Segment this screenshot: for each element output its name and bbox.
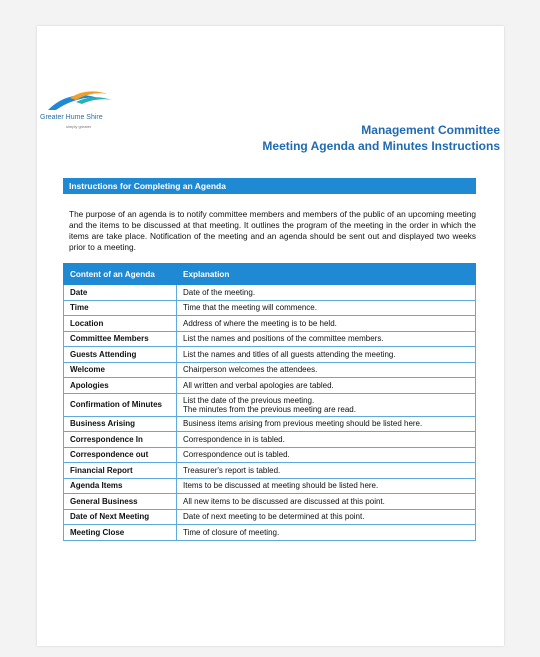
explanation-cell	[177, 393, 476, 416]
agenda-item-cell: Time	[64, 300, 177, 316]
agenda-item-cell: Business Arising	[64, 416, 177, 432]
explanation-line: List the names and titles of all guests attending the meeting.	[183, 349, 396, 359]
table-row	[64, 300, 476, 316]
logo-name: Greater Hume Shire	[40, 114, 103, 121]
column-header-explanation: Explanation	[177, 264, 476, 285]
explanation-line: List the names and positions of the committee members.	[183, 334, 384, 344]
explanation-line: Time of closure of meeting.	[183, 527, 280, 537]
shire-logo	[40, 88, 150, 158]
agenda-item-cell: Agenda Items	[64, 478, 177, 494]
table-row	[64, 362, 476, 378]
table-row	[64, 331, 476, 347]
table-row	[64, 494, 476, 510]
table-row	[64, 509, 476, 525]
section-heading: Instructions for Completing an Agenda	[63, 178, 476, 194]
explanation-cell	[177, 509, 476, 525]
page-title-line2: Meeting Agenda and Minutes Instructions	[262, 139, 500, 153]
page-title-line1: Management Committee	[361, 123, 500, 137]
explanation-line: Address of where the meeting is to be held.	[183, 318, 337, 328]
agenda-item-cell: Meeting Close	[64, 525, 177, 541]
table-row	[64, 285, 476, 301]
explanation-line: Correspondence out is tabled.	[183, 450, 290, 460]
agenda-item-cell: Financial Report	[64, 463, 177, 479]
agenda-item-cell: Date of Next Meeting	[64, 509, 177, 525]
agenda-item-cell: Guests Attending	[64, 347, 177, 363]
explanation-cell	[177, 362, 476, 378]
explanation-line: Chairperson welcomes the attendees.	[183, 365, 318, 375]
agenda-item-cell: Correspondence out	[64, 447, 177, 463]
table-row	[64, 416, 476, 432]
table-row	[64, 463, 476, 479]
explanation-cell	[177, 478, 476, 494]
table-row	[64, 525, 476, 541]
agenda-table	[63, 263, 476, 541]
table-row	[64, 478, 476, 494]
logo-tagline: simply greater	[66, 124, 92, 129]
agenda-item-cell: Apologies	[64, 378, 177, 394]
intro-paragraph: The purpose of an agenda is to notify committee members and members of the public of an upcoming meeting and the items to be discussed at that meeting. It outlines the program of the meeting in the order in which the items are take place. Notification of the meeting and an agenda should be sent out and displayed two weeks prior to a meeting.	[69, 209, 476, 252]
explanation-line: All new items to be discussed are discussed at this point.	[183, 496, 385, 506]
agenda-item-cell: Welcome	[64, 362, 177, 378]
table-header-row	[64, 264, 476, 285]
agenda-item-cell: General Business	[64, 494, 177, 510]
agenda-item-cell: Date	[64, 285, 177, 301]
explanation-cell	[177, 416, 476, 432]
explanation-cell	[177, 285, 476, 301]
explanation-line: Date of the meeting.	[183, 287, 256, 297]
explanation-line: All written and verbal apologies are tabled.	[183, 380, 334, 390]
explanation-cell	[177, 463, 476, 479]
explanation-cell	[177, 494, 476, 510]
explanation-line: Business items arising from previous meeting should be listed here.	[183, 419, 423, 429]
explanation-line: The minutes from the previous meeting are read.	[183, 404, 356, 414]
explanation-cell	[177, 300, 476, 316]
explanation-cell	[177, 432, 476, 448]
explanation-cell	[177, 378, 476, 394]
agenda-item-cell: Confirmation of Minutes	[64, 393, 177, 416]
explanation-line: Correspondence in is tabled.	[183, 434, 285, 444]
agenda-item-cell: Correspondence In	[64, 432, 177, 448]
table-row	[64, 447, 476, 463]
swoosh-logo-icon	[40, 88, 130, 114]
explanation-line: Items to be discussed at meeting should be listed here.	[183, 481, 379, 491]
agenda-item-cell: Committee Members	[64, 331, 177, 347]
table-row	[64, 347, 476, 363]
explanation-cell	[177, 316, 476, 332]
table-row	[64, 316, 476, 332]
explanation-line: List the date of the previous meeting.	[183, 395, 315, 405]
explanation-cell	[177, 347, 476, 363]
explanation-line: Treasurer's report is tabled.	[183, 465, 281, 475]
column-header-content: Content of an Agenda	[64, 264, 177, 285]
table-row	[64, 432, 476, 448]
explanation-cell	[177, 447, 476, 463]
explanation-cell	[177, 331, 476, 347]
table-row	[64, 378, 476, 394]
explanation-line: Date of next meeting to be determined at this point.	[183, 512, 365, 522]
table-row	[64, 393, 476, 416]
agenda-item-cell: Location	[64, 316, 177, 332]
explanation-line: Time that the meeting will commence.	[183, 303, 317, 313]
explanation-cell	[177, 525, 476, 541]
